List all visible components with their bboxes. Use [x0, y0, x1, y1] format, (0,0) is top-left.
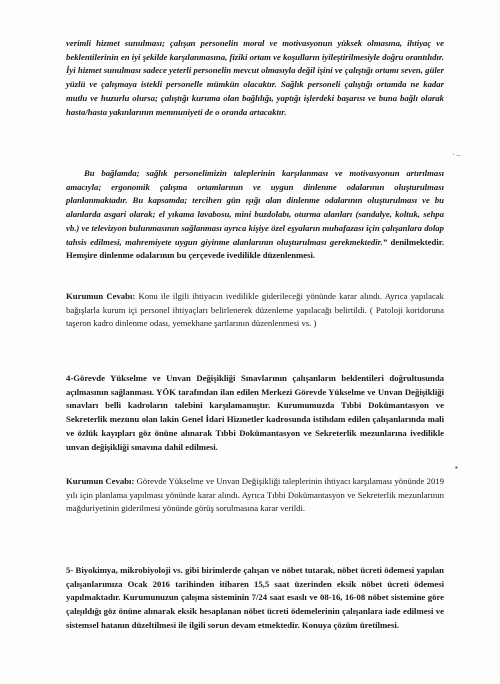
response-label: Kurumun Cevabı: — [66, 476, 135, 486]
response-text: Görevde Yükselme ve Unvan Değişikliği taleplerinin ihtiyacı karşılaması yönünde 2019 yılı için planlama yapılması yönünde karar alındı. Ayrıca Tıbbi Dokümantasyon ve Sekreterlik mezunlarının mağduriyetinin giderilmesi yönünde görüş sorulmasına karar verildi. — [66, 476, 444, 514]
institution-response-2 — [66, 475, 444, 516]
section-4-promotion-exams: 4-Görevde Yükselme ve Unvan Değişikliği Sınavlarının çalışanların beklentileri doğrultusunda açılmasının sağlanması. YÖK tarafından ilan edilen Merkezi Görevde Yükselme ve Unvan Değişikliği sınavları belli kadroların talebini karşılamamıştır. Kurumumuzda Tıbbi Dokümantasyon ve Sekreterlik mezunu olan lakin Genel İdari Hizmetler kadrosunda istihdam edilen çalışanlarında mali ve özlük kayıpları göz önüne alınarak Tıbbi Dokümantasyon ve Sekreterlik mezunlarına ivedilikle unvan değişikliği sınavına dahil edilmesi. — [66, 373, 444, 452]
rest-room-request-text: denilmektedir. Hemşire dinlenme odalarının bu çerçevede ivedilikle düzenlenmesi. — [66, 236, 444, 261]
quoted-regulation-text: Bu bağlamda; sağlık personelimizin taleplerinin karşılanması ve motivasyonun artırılması amacıyla; ergonomik çalışma ortamlarının ve uygun dinlenme odalarının oluşturulması planlanmaktadır. Bu kapsamda; tercihen gün ışığı alan dinlenme odalarının oluşturulması ve bu alanlarda asgari olarak; el yıkama lavabosu, mini buzdolabı, oturma alanları (sandalye, koltuk, sehpa vb.) ve televizyon bulunmasının sağlanması ayrıca kişiye özel eşyaların muhafazası için çalışanlara dolap tahsis edilmesi, mahremiyete uygun giyinme alanlarının oluşturulması gerekmektedir.” — [66, 168, 444, 247]
paragraph-rest-rooms — [66, 167, 444, 263]
response-text: Konu ile ilgili ihtiyacın ivedilikle giderileceği yönünde karar alındı. Ayrıca yapılacak bağışlarla kurum içi personel ihtiyaçları belirlenerek düzenleme yapılacağı belirtildi. ( Patoloji koridoruna taşeron kadro dinlenme odası, yemekhane şartlarının düzenlenmesi vs. ) — [66, 291, 444, 329]
scan-mark: · – — [452, 150, 461, 159]
institution-response-1 — [66, 290, 444, 331]
scan-mark: ▪ — [455, 463, 458, 472]
section-5-shift-payments: 5- Biyokimya, mikrobiyoloji vs. gibi birimlerde çalışan ve nöbet tutarak, nöbet ücreti ödemesi yapılan çalışanlarımıza Ocak 2016 tarihinden itibaren 15,5 saat üzerinden eksik nöbet ücreti ödemesi yapılmaktadır. Kurumunuzun çalışma sisteminin 7/24 saat esaslı ve 08-16, 16-08 nöbet sistemine göre çalışıldığı göz önüne alınarak eksik hesaplanan nöbet ücreti ödemelerinin çalışanlara iade edilmesi ve sistemsel hatanın düzeltilmesi ile ilgili sorun devam etmektedir. Konuya çözüm üretilmesi. — [66, 565, 444, 630]
response-label: Kurumun Cevabı: — [66, 291, 136, 301]
paragraph-service-quality: verimli hizmet sunulması; çalışan personelin moral ve motivasyonun yüksek olmasına, ihtiyaç ve beklentilerinin en iyi şekilde karşılanmasına, fiziki ortam ve koşulların iyileştirilmesiyle doğru orantılıdır. İyi hizmet sunulması sadece yeterli personelin mevcut olmasıyla değil işini ve çalıştığı ortamı seven, güler yüzlü ve çalışmaya istekli personelle mümkün olacaktır. Sağlık personeli çalıştığı ortamda ne kadar mutlu ve huzurlu olursa; çalıştığı kuruma olan bağlılığı, yaptığı işlerdeki başarısı ve buna bağlı olarak hasta/hasta yakınlarının memnuniyeti de o oranda artacaktır. — [66, 38, 444, 117]
